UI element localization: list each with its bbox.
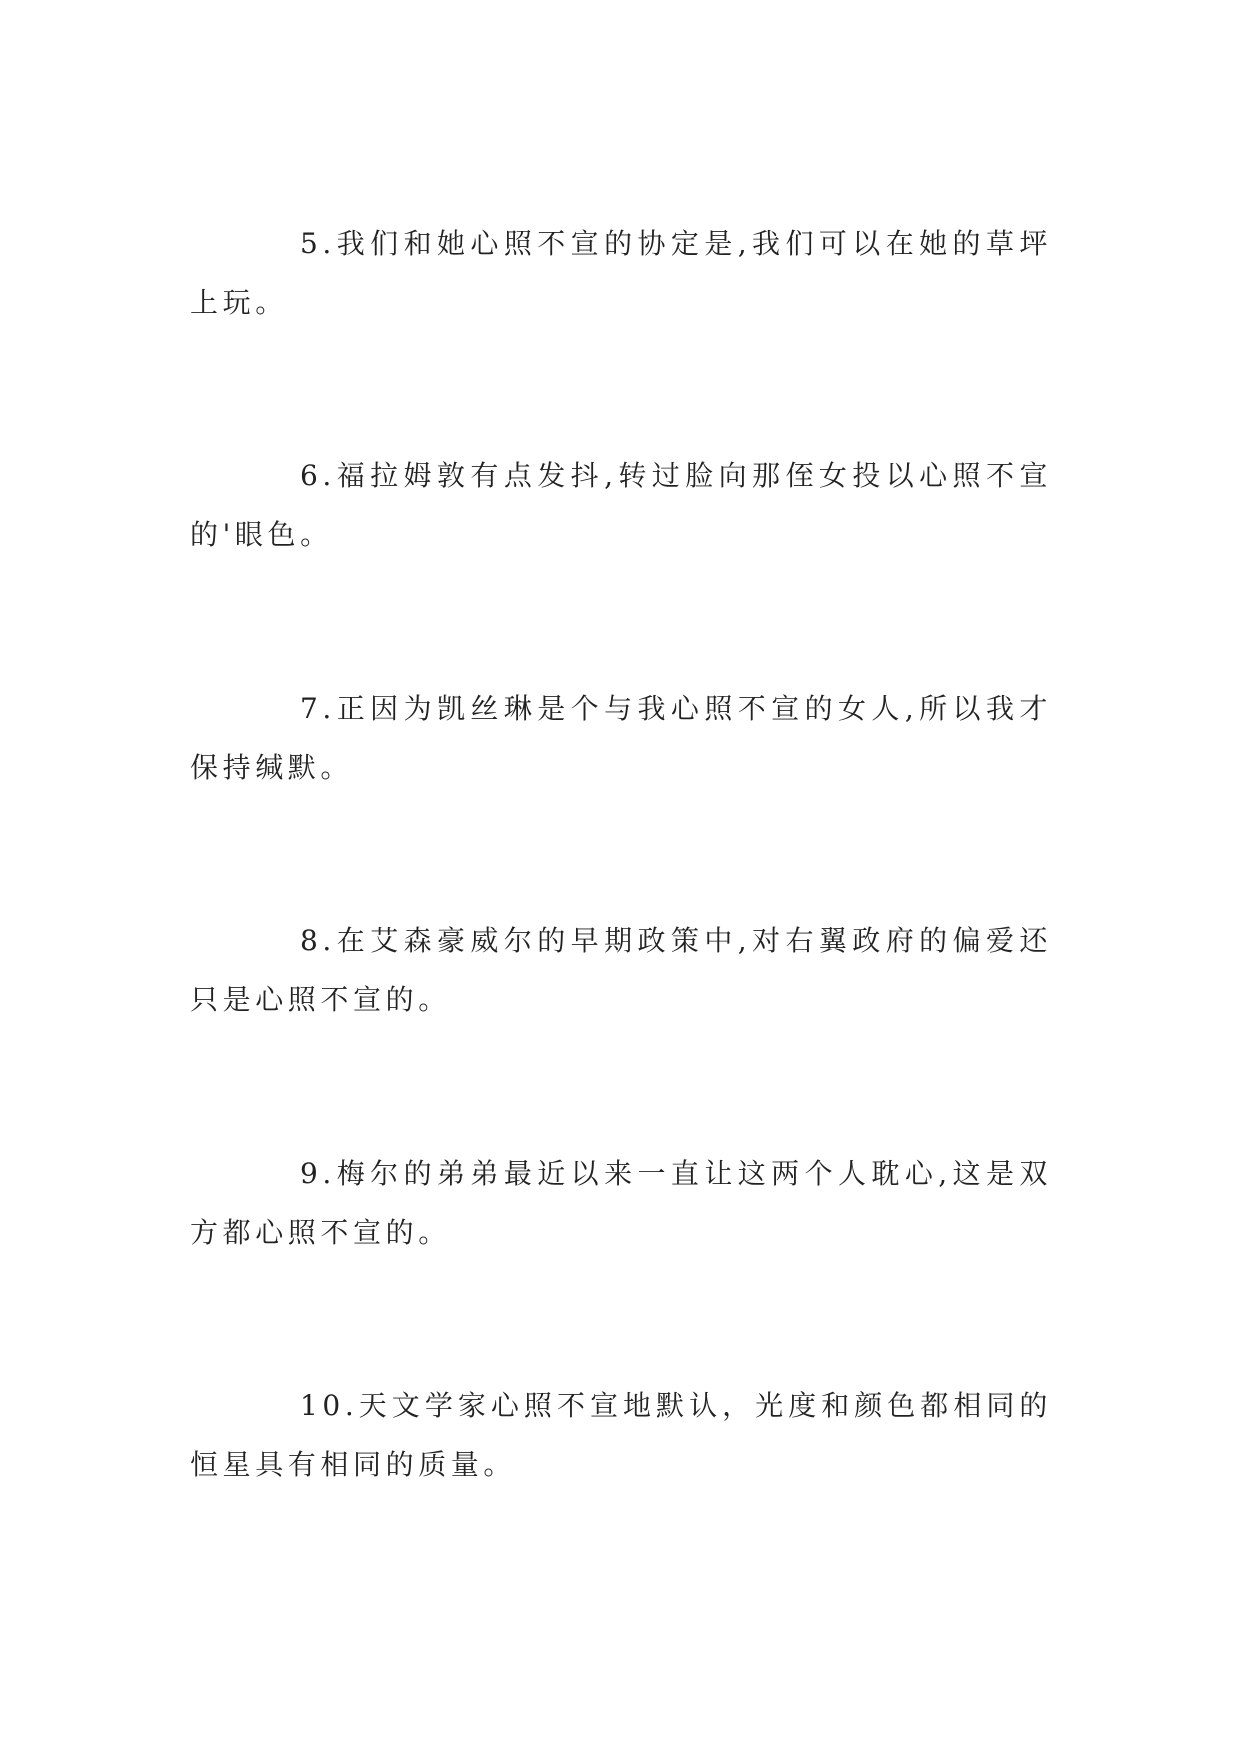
sentence-5: 5.我们和她心照不宣的协定是,我们可以在她的草坪上玩。 [190,227,1052,319]
sentence-6: 6.福拉姆敦有点发抖,转过脸向那侄女投以心照不宣的'眼色。 [190,459,1052,551]
sentence-9: 9.梅尔的弟弟最近以来一直让这两个人耽心,这是双方都心照不宣的。 [190,1157,1052,1249]
sentence-8: 8.在艾森豪威尔的早期政策中,对右翼政府的偏爱还只是心照不宣的。 [190,924,1052,1016]
sentence-10: 10.天文学家心照不宣地默认，光度和颜色都相同的恒星具有相同的质量。 [190,1389,1052,1481]
sentence-7: 7.正因为凯丝琳是个与我心照不宣的女人,所以我才保持缄默。 [190,692,1052,784]
